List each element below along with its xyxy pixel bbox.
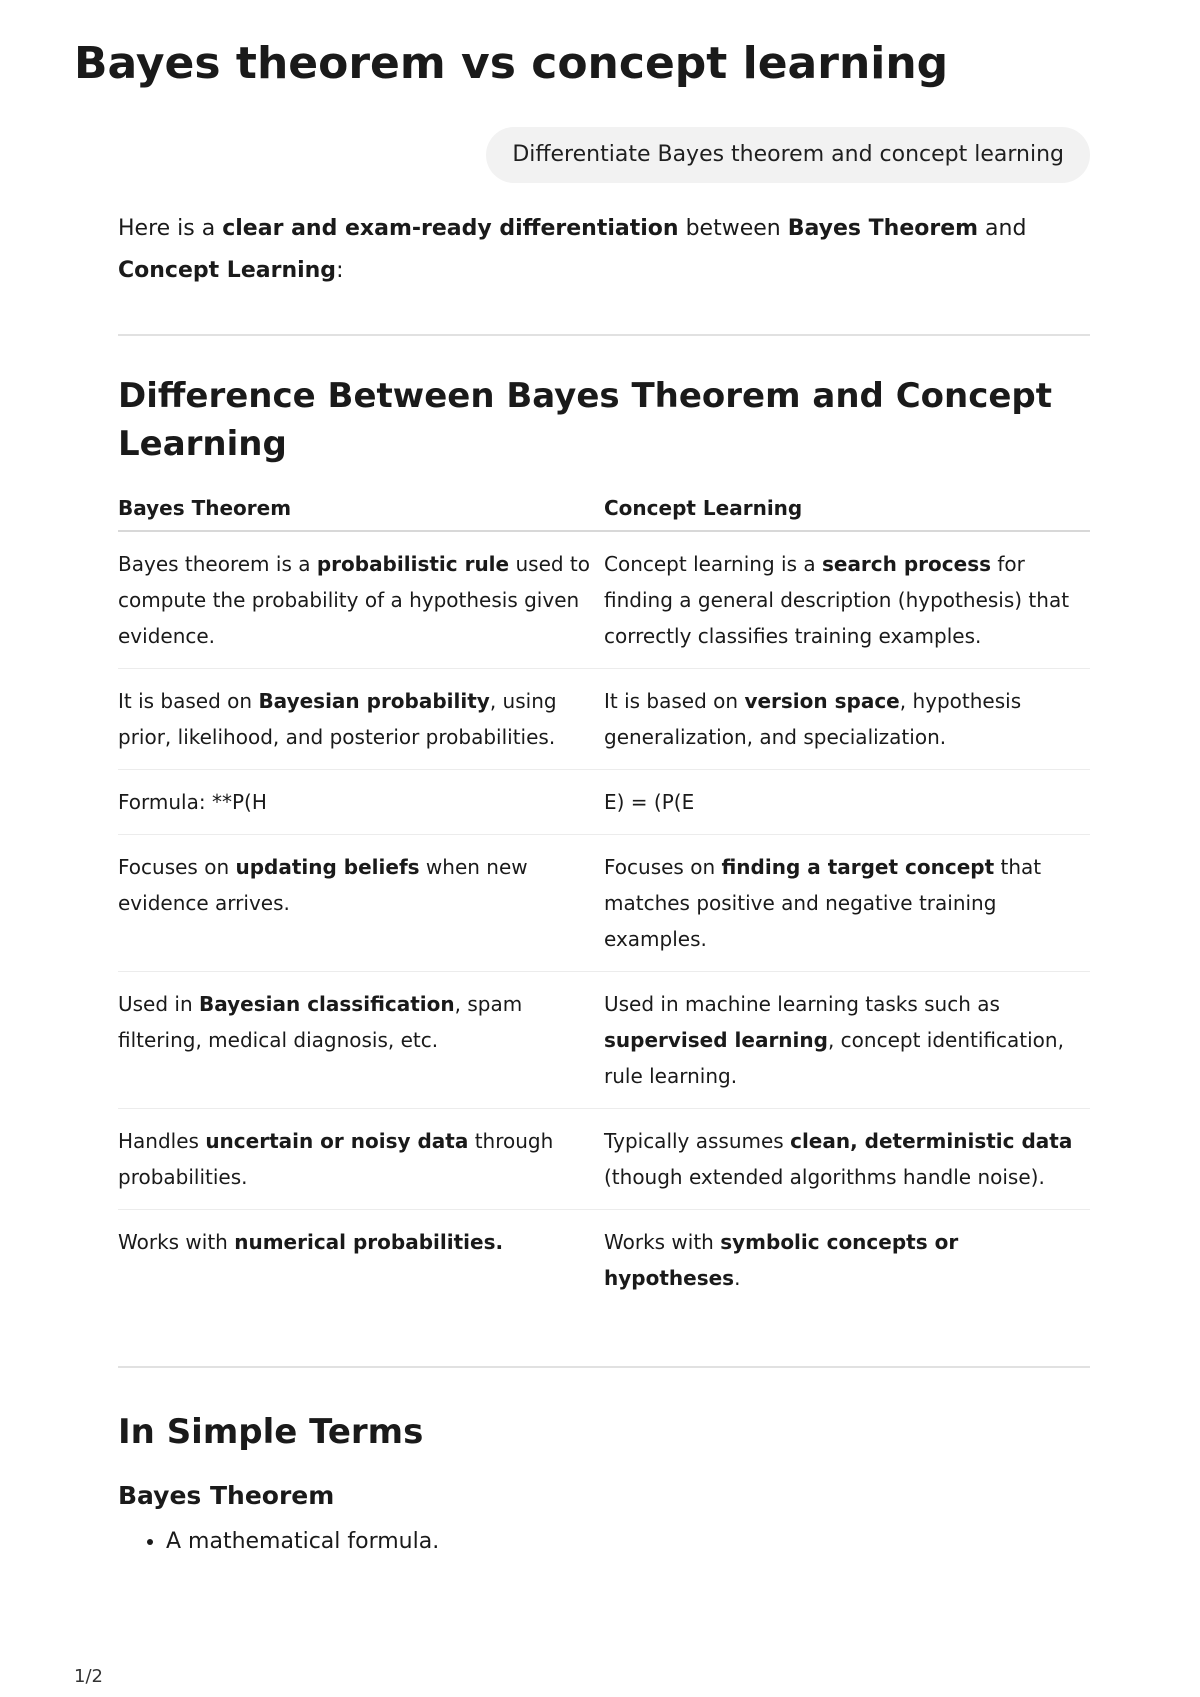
intro-text: : xyxy=(336,258,344,283)
cell-bold-text: Bayesian probability xyxy=(258,689,490,713)
section-heading: Difference Between Bayes Theorem and Concept Learning xyxy=(118,376,1053,464)
cell-text: Handles xyxy=(118,1129,206,1153)
table-row xyxy=(118,1210,1090,1311)
table-cell xyxy=(604,770,1090,835)
table-row xyxy=(118,835,1090,972)
cell-bold-text: search process xyxy=(821,552,992,576)
bayes-subheading: Bayes Theorem xyxy=(118,1481,335,1510)
cell-text: Formula: **P(H xyxy=(118,790,267,814)
table-cell xyxy=(118,1210,604,1311)
simple-terms-heading: In Simple Terms xyxy=(118,1412,424,1452)
intro-bold: Concept Learning xyxy=(118,258,337,283)
table-row xyxy=(118,1109,1090,1210)
table-row xyxy=(118,972,1090,1109)
cell-bold-text: probabilistic rule xyxy=(316,552,510,576)
cell-text: Used in xyxy=(118,992,200,1016)
table-cell xyxy=(118,972,604,1109)
table-row xyxy=(118,770,1090,835)
column-header: Concept Learning xyxy=(604,490,1090,531)
intro-text: and xyxy=(978,216,1027,241)
cell-text: (though extended algorithms handle noise). xyxy=(604,1165,1045,1189)
cell-text: , hypothesis generalization, and specialization. xyxy=(604,689,1022,749)
cell-text: Bayes theorem is a xyxy=(118,552,317,576)
cell-text: Works with xyxy=(604,1230,721,1254)
list-item: • A mathematical formula. xyxy=(166,1524,1090,1560)
cell-text: Typically assumes xyxy=(604,1129,791,1153)
cell-text: for finding a general description (hypothesis) that correctly classifies training examples. xyxy=(604,552,1070,648)
cell-text: . xyxy=(734,1266,741,1290)
column-header: Bayes Theorem xyxy=(118,490,604,531)
page-number: 1/2 xyxy=(74,1666,103,1687)
cell-bold-text: numerical probabilities. xyxy=(234,1230,504,1254)
cell-bold-text: updating beliefs xyxy=(235,855,420,879)
cell-text: It is based on xyxy=(118,689,259,713)
table-cell xyxy=(604,531,1090,669)
table-header-row xyxy=(118,490,1090,531)
cell-bold-text: clean, deterministic data xyxy=(790,1129,1073,1153)
table-cell xyxy=(118,1109,604,1210)
intro-text: between xyxy=(678,216,788,241)
cell-text: Concept learning is a xyxy=(604,552,822,576)
table-cell xyxy=(118,531,604,669)
cell-bold-text: version space xyxy=(744,689,900,713)
intro-text: Here is a xyxy=(118,216,223,241)
cell-bold-text: Bayesian classification xyxy=(199,992,455,1016)
divider xyxy=(118,1366,1090,1368)
cell-text: , concept identification, rule learning. xyxy=(604,1028,1064,1088)
cell-bold-text: finding a target concept xyxy=(721,855,995,879)
table-cell xyxy=(604,835,1090,972)
intro-bold: clear and exam-ready differentiation xyxy=(222,216,679,241)
table-cell xyxy=(118,669,604,770)
table-cell xyxy=(604,1109,1090,1210)
user-message-bubble: Differentiate Bayes theorem and concept learning xyxy=(486,127,1090,183)
cell-text: , using prior, likelihood, and posterior probabilities. xyxy=(118,689,557,749)
cell-text: Focuses on xyxy=(604,855,722,879)
cell-text: used to compute the probability of a hypothesis given evidence. xyxy=(118,552,590,648)
cell-bold-text: symbolic concepts or hypotheses xyxy=(604,1230,959,1290)
cell-text: through probabilities. xyxy=(118,1129,554,1189)
cell-text: Works with xyxy=(118,1230,235,1254)
cell-text: that matches positive and negative training examples. xyxy=(604,855,1042,951)
bayes-bullet-list xyxy=(118,1524,1090,1560)
cell-text: E) = (P(E xyxy=(604,790,695,814)
table-cell xyxy=(604,972,1090,1109)
intro-bold: Bayes Theorem xyxy=(787,216,979,241)
table-body xyxy=(118,531,1090,1310)
divider xyxy=(118,334,1090,336)
cell-text: It is based on xyxy=(604,689,745,713)
cell-text: Used in machine learning tasks such as xyxy=(604,992,1000,1016)
table-row xyxy=(118,531,1090,669)
table-cell xyxy=(118,770,604,835)
cell-text: , spam filtering, medical diagnosis, etc. xyxy=(118,992,523,1052)
table-row xyxy=(118,669,1090,770)
intro-paragraph xyxy=(118,208,1090,292)
cell-bold-text: uncertain or noisy data xyxy=(205,1129,469,1153)
comparison-table xyxy=(118,490,1090,1310)
cell-bold-text: supervised learning xyxy=(604,1028,828,1052)
response-content xyxy=(118,208,1090,1560)
table-cell xyxy=(604,669,1090,770)
table-cell xyxy=(118,835,604,972)
page-title: Bayes theorem vs concept learning xyxy=(74,38,949,89)
table-cell xyxy=(604,1210,1090,1311)
cell-text: Focuses on xyxy=(118,855,236,879)
cell-text: when new evidence arrives. xyxy=(118,855,528,915)
